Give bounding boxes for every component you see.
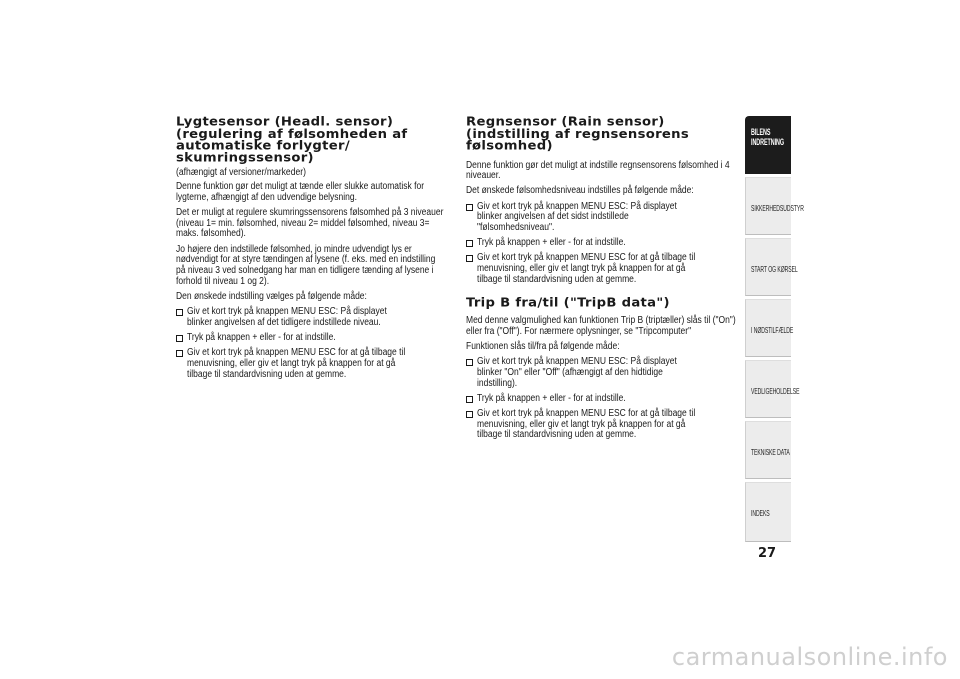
paragraph: Denne funktion gør det muligt at indstille regnsensorens følsomhed i 4 niveauer. [466, 159, 730, 182]
paragraph: Denne funktion gør det muligt at tænde eller slukke automatisk for lygterne, afhængigt af den udvendige belysning. [176, 181, 425, 203]
tab-i-nodstilfaelde[interactable]: I NØDSTILFÆLDE [745, 299, 791, 357]
watermark: carmanualsonline.info [671, 643, 948, 671]
list-item: Giv et kort tryk på knappen MENU ESC: På displayet blinker "On" eller "Off" (afhængigt af den hidtidige indstilling). [466, 357, 736, 389]
tab-start-og-korsel[interactable]: START OG KØRSEL [745, 238, 791, 296]
list-item: Giv et kort tryk på knappen MENU ESC: På displayet blinker angivelsen af det tidligere indstillede niveau. [176, 307, 446, 328]
checkbox-bullet-icon [176, 309, 183, 316]
instruction-list [176, 307, 446, 380]
list-item: Giv et kort tryk på knappen MENU ESC: På displayet blinker angivelsen af det sidst indstillede "følsomhedsniveau". [466, 202, 736, 234]
rain-sensor-heading: Regnsensor (Rain sensor) (indstilling af regnsensorens følsomhed) [466, 115, 690, 154]
paragraph: Den ønskede indstilling vælges på følgende måde: [176, 290, 367, 302]
right-column [466, 117, 736, 446]
version-note: (afhængigt af versioner/markeder) [176, 167, 307, 178]
checkbox-bullet-icon [466, 359, 473, 366]
chapter-tabs [745, 116, 804, 545]
paragraph: Jo højere den indstillede følsomhed, jo mindre udvendigt lys er nødvendigt for at styre tændingen af lysene (f. eks. med en indstilling på niveau 3 ved solnedgang har man en tidligere tænding af lysene i forhold til niveau 1 og 2). [176, 243, 436, 287]
list-item: Tryk på knappen + eller - for at indstille. [466, 238, 736, 249]
paragraph: Funktionen slås til/fra på følgende måde: [466, 340, 620, 352]
checkbox-bullet-icon [466, 204, 473, 211]
checkbox-bullet-icon [466, 240, 473, 247]
checkbox-bullet-icon [466, 396, 473, 403]
headlight-sensor-heading: Lygtesensor (Headl. sensor) (regulering af følsomheden af automatiske forlygter/ skumringssensor) [176, 115, 408, 165]
list-item: Giv et kort tryk på knappen MENU ESC for at gå tilbage til menuvisning, eller giv et langt tryk på knappen for at gå tilbage til standardvisning uden at gemme. [466, 253, 736, 285]
tab-tekniske-data[interactable]: TEKNISKE DATA [745, 421, 791, 479]
checkbox-bullet-icon [466, 411, 473, 418]
tab-vedligeholdelse[interactable]: VEDLIGEHOLDELSE [745, 360, 791, 418]
checkbox-bullet-icon [176, 335, 183, 342]
tab-indeks[interactable]: INDEKS [745, 482, 791, 542]
tab-bilens-indretning[interactable]: BILENS INDRETNING [745, 116, 791, 174]
instruction-list [466, 357, 736, 441]
checkbox-bullet-icon [176, 350, 183, 357]
left-column [176, 117, 446, 385]
paragraph: Det ønskede følsomhedsniveau indstilles på følgende måde: [466, 185, 694, 197]
checkbox-bullet-icon [466, 255, 473, 262]
tab-sikkerhedsudstyr[interactable]: SIKKERHEDSUDSTYR [745, 177, 791, 235]
list-item: Tryk på knappen + eller - for at indstille. [466, 394, 736, 405]
paragraph: Det er muligt at regulere skumringssensorens følsomhed på 3 niveauer (niveau 1= min. følsomhed, niveau 2= middel følsomhed, niveau 3= maks. følsomhed). [176, 206, 444, 240]
list-item: Giv et kort tryk på knappen MENU ESC for at gå tilbage til menuvisning, eller giv et langt tryk på knappen for at gå tilbage til standardvisning uden at gemme. [466, 409, 736, 441]
page-number: 27 [758, 546, 777, 561]
list-item: Giv et kort tryk på knappen MENU ESC for at gå tilbage til menuvisning, eller giv et langt tryk på knappen for at gå tilbage til standardvisning uden at gemme. [176, 348, 446, 380]
trip-b-heading: Trip B fra/til ("TripB data") [466, 295, 670, 310]
list-item: Tryk på knappen + eller - for at indstille. [176, 333, 446, 344]
paragraph: Med denne valgmulighed kan funktionen Trip B (triptæller) slås til ("On") eller fra ("Off"). For nærmere oplysninger, se "Tripcomputer" [466, 315, 736, 337]
instruction-list [466, 202, 736, 286]
